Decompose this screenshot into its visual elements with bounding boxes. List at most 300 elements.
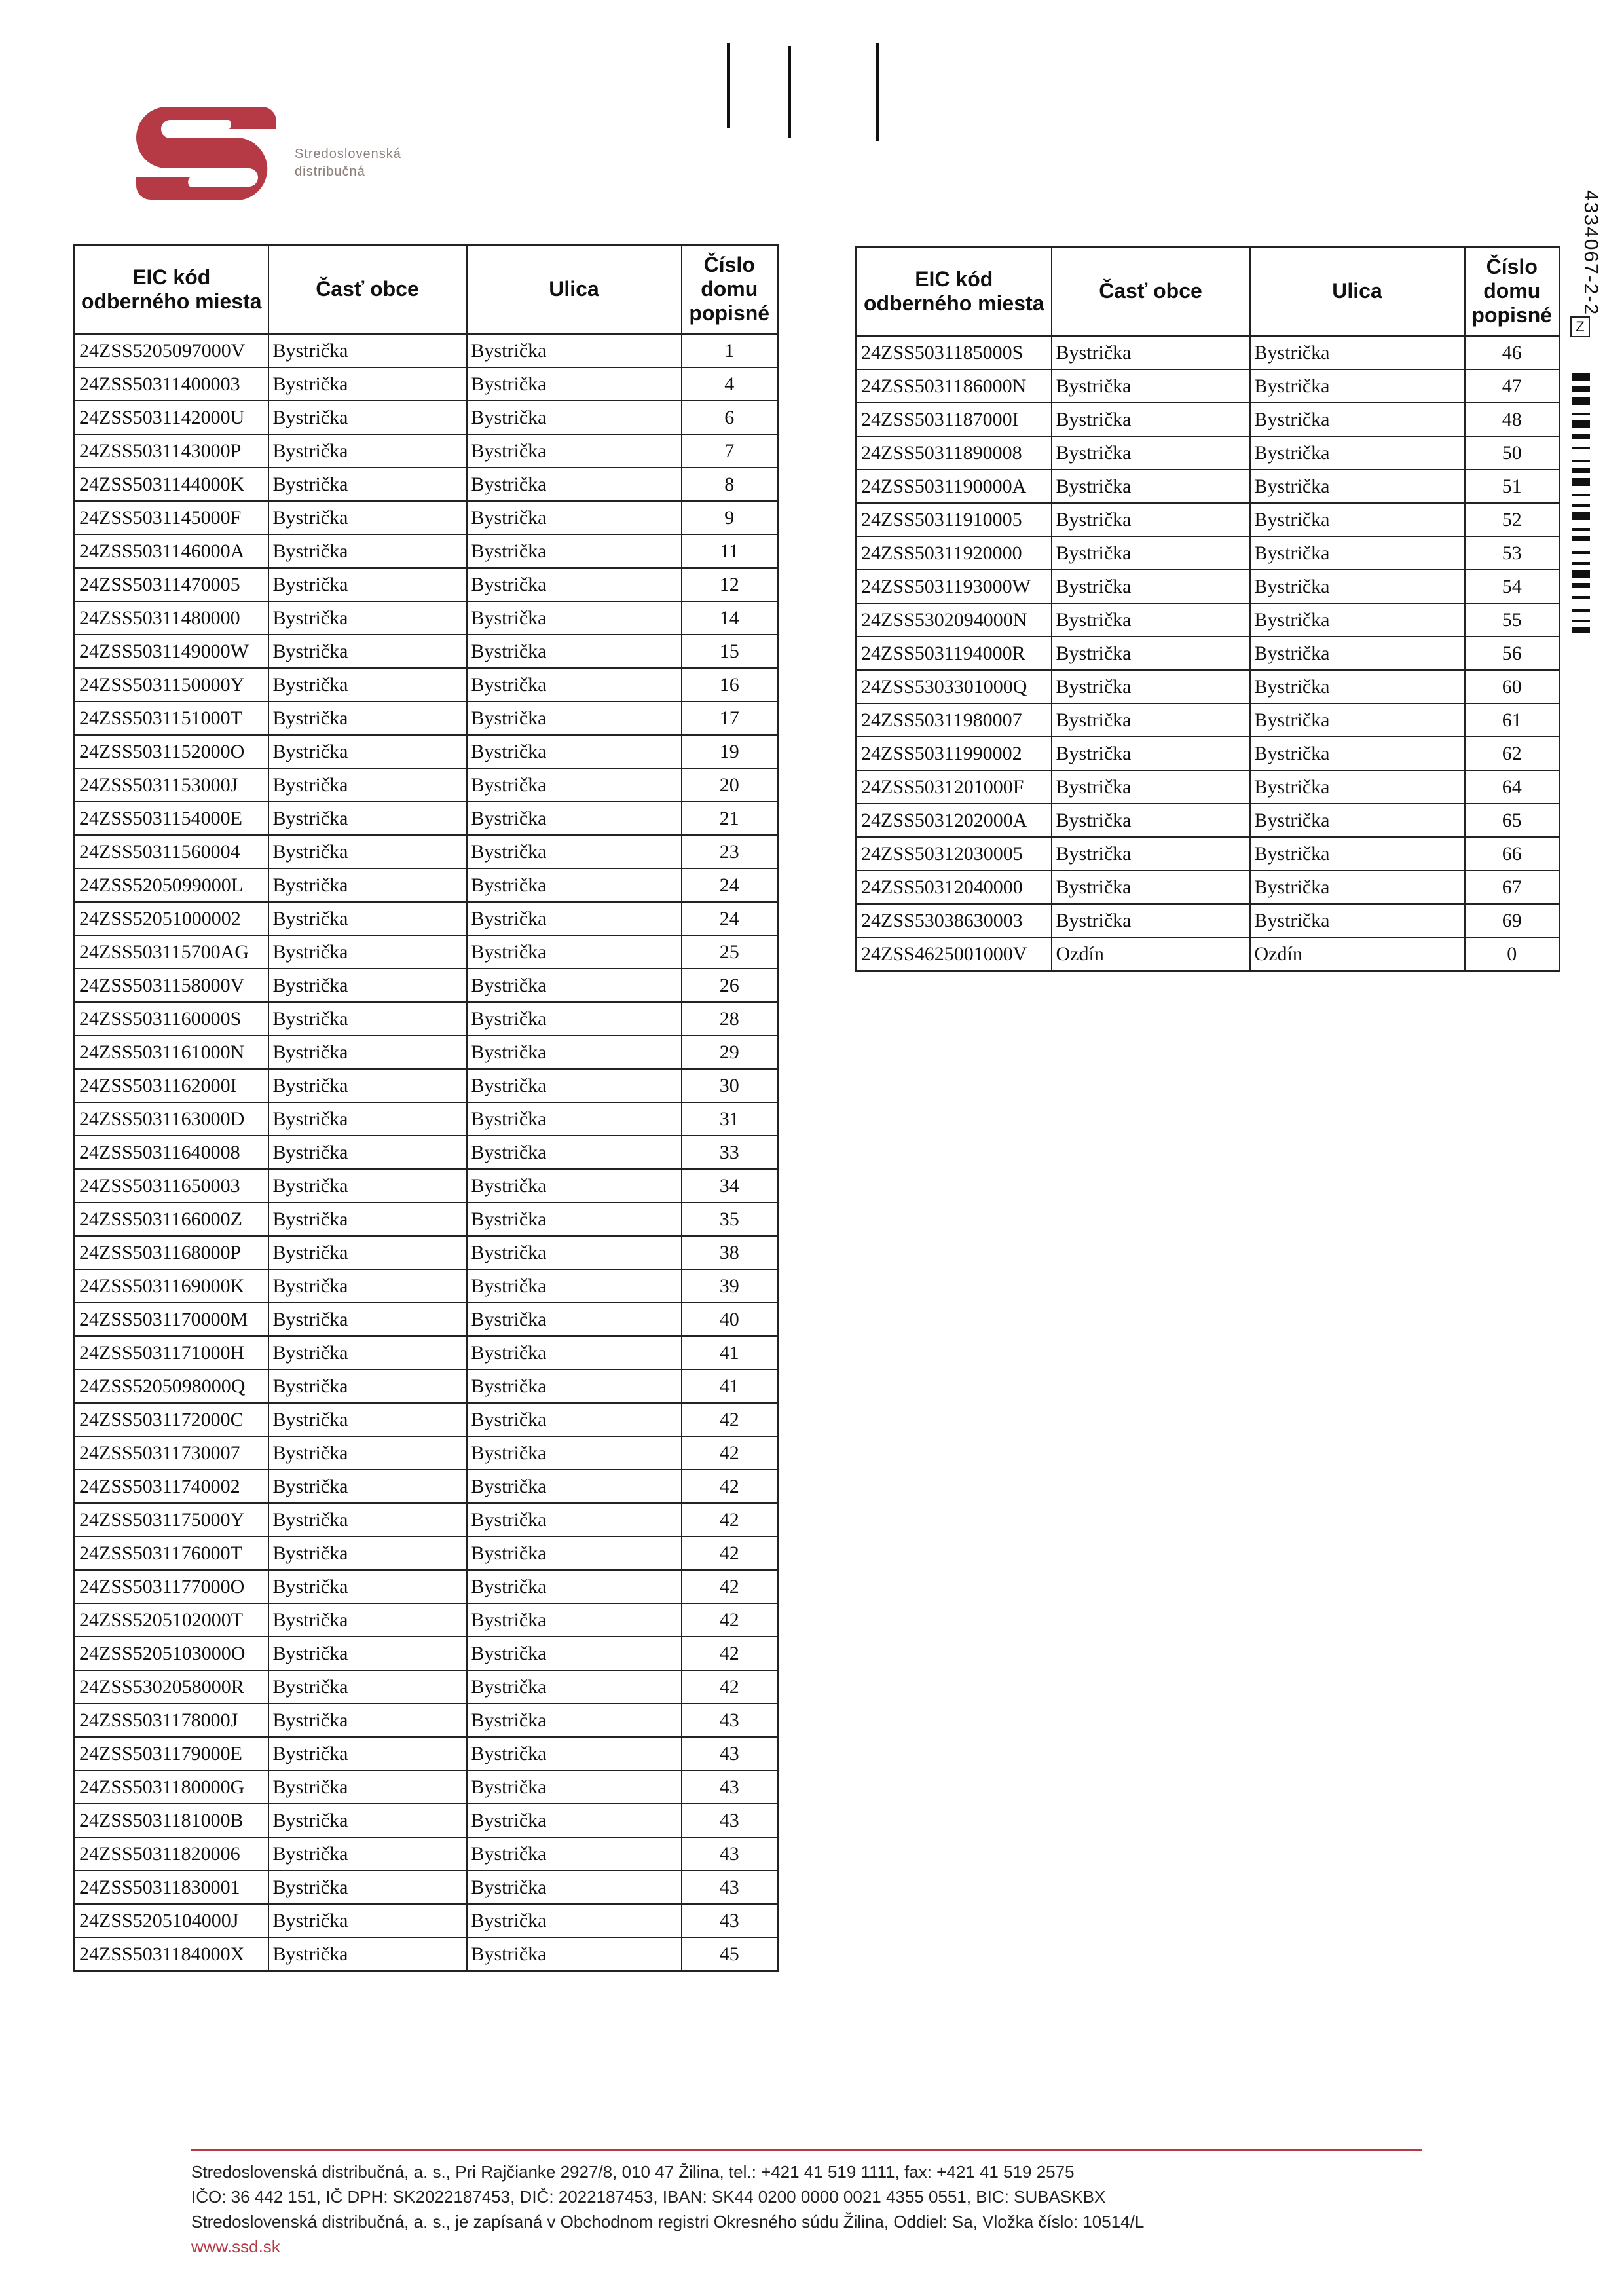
cell-eic: 24ZSS50311640008: [75, 1136, 268, 1169]
brand-line2: distribučná: [295, 164, 365, 179]
col-ulica-header: Ulica: [467, 245, 682, 334]
cell-eic: 24ZSS50311480000: [75, 601, 268, 635]
cell-ulica: Bystrička: [1250, 637, 1465, 670]
cell-cast-obce: Bystrička: [268, 1570, 467, 1603]
table-row: [857, 470, 1560, 503]
cell-ulica: Bystrička: [1250, 436, 1465, 470]
cell-cast-obce: Bystrička: [268, 334, 467, 367]
table-row: [857, 369, 1560, 403]
cell-cast-obce: Bystrička: [1052, 637, 1250, 670]
cell-eic: 24ZSS50312030005: [857, 837, 1052, 870]
cell-ulica: Bystrička: [467, 835, 682, 868]
cell-ulica: Bystrička: [467, 902, 682, 935]
cell-eic: 24ZSS5031178000J: [75, 1704, 268, 1737]
col-cislo-header: Číslo domu popisné: [682, 245, 778, 334]
cell-cast-obce: Bystrička: [268, 969, 467, 1002]
cell-cislo: 39: [682, 1269, 778, 1303]
cell-cislo: 42: [682, 1570, 778, 1603]
cell-eic: 24ZSS503115700AG: [75, 935, 268, 969]
footer: [191, 2159, 1144, 2259]
cell-ulica: Bystrička: [467, 1737, 682, 1770]
cell-eic: 24ZSS52051000002: [75, 902, 268, 935]
cell-cast-obce: Bystrička: [268, 1203, 467, 1236]
table-header-row: [857, 247, 1560, 336]
cell-eic: 24ZSS5031145000F: [75, 501, 268, 534]
cell-ulica: Bystrička: [467, 1303, 682, 1336]
cell-ulica: Bystrička: [467, 1370, 682, 1403]
cell-cislo: 0: [1465, 937, 1560, 971]
cell-eic: 24ZSS5031179000E: [75, 1737, 268, 1770]
cell-cislo: 24: [682, 902, 778, 935]
cell-eic: 24ZSS5031190000A: [857, 470, 1052, 503]
cell-cast-obce: Bystrička: [1052, 804, 1250, 837]
cell-eic: 24ZSS5031201000F: [857, 770, 1052, 804]
cell-cislo: 40: [682, 1303, 778, 1336]
cell-cast-obce: Bystrička: [268, 501, 467, 534]
cell-cislo: 42: [682, 1637, 778, 1670]
cell-eic: 24ZSS5302094000N: [857, 603, 1052, 637]
footer-divider: [191, 2149, 1422, 2151]
cell-cislo: 24: [682, 868, 778, 902]
cell-cislo: 38: [682, 1236, 778, 1269]
cell-cast-obce: Bystrička: [268, 1436, 467, 1470]
cell-cislo: 54: [1465, 570, 1560, 603]
cell-eic: 24ZSS50311740002: [75, 1470, 268, 1503]
table-row: [75, 1704, 778, 1737]
cell-cast-obce: Bystrička: [268, 1503, 467, 1537]
table-row: [857, 837, 1560, 870]
col-ulica-header: Ulica: [1250, 247, 1465, 336]
cell-cast-obce: Bystrička: [268, 1236, 467, 1269]
cell-eic: 24ZSS5031162000I: [75, 1069, 268, 1102]
cell-eic: 24ZSS50311730007: [75, 1436, 268, 1470]
cell-cast-obce: Bystrička: [268, 534, 467, 568]
table-row: [75, 1036, 778, 1069]
table-row: [75, 468, 778, 501]
cell-ulica: Bystrička: [1250, 369, 1465, 403]
table-row: [75, 969, 778, 1002]
cell-cislo: 23: [682, 835, 778, 868]
table-row: [75, 768, 778, 802]
cell-cast-obce: Bystrička: [1052, 603, 1250, 637]
cell-eic: 24ZSS50311890008: [857, 436, 1052, 470]
cell-ulica: Bystrička: [467, 1236, 682, 1269]
table-row: [75, 1269, 778, 1303]
cell-cislo: 43: [682, 1704, 778, 1737]
cell-cast-obce: Bystrička: [1052, 904, 1250, 937]
cell-ulica: Bystrička: [467, 601, 682, 635]
cell-cislo: 51: [1465, 470, 1560, 503]
cell-cislo: 60: [1465, 670, 1560, 703]
cell-cislo: 43: [682, 1737, 778, 1770]
table-row: [75, 1370, 778, 1403]
cell-cast-obce: Bystrička: [268, 1937, 467, 1971]
cell-ulica: Bystrička: [467, 735, 682, 768]
cell-ulica: Bystrička: [467, 1637, 682, 1670]
cell-ulica: Bystrička: [1250, 703, 1465, 737]
cell-eic: 24ZSS5031171000H: [75, 1336, 268, 1370]
cell-cislo: 41: [682, 1336, 778, 1370]
table-row: [75, 1436, 778, 1470]
ssd-logo-icon: [131, 102, 288, 200]
cell-ulica: Bystrička: [467, 1837, 682, 1871]
cell-cislo: 42: [682, 1670, 778, 1704]
cell-cislo: 29: [682, 1036, 778, 1069]
col-cast-obce-header: Časť obce: [1052, 247, 1250, 336]
cell-eic: 24ZSS5031186000N: [857, 369, 1052, 403]
table-row: [75, 1169, 778, 1203]
cell-cast-obce: Bystrička: [268, 1904, 467, 1937]
document-code: 4334067-2-2: [1580, 190, 1602, 316]
cell-cislo: 42: [682, 1470, 778, 1503]
cell-cislo: 43: [682, 1804, 778, 1837]
cell-cast-obce: Bystrička: [1052, 369, 1250, 403]
cell-cast-obce: Bystrička: [268, 935, 467, 969]
cell-cast-obce: Bystrička: [268, 768, 467, 802]
cell-cast-obce: Bystrička: [268, 1102, 467, 1136]
cell-cast-obce: Bystrička: [268, 1804, 467, 1837]
cell-cast-obce: Ozdín: [1052, 937, 1250, 971]
cell-cast-obce: Bystrička: [268, 401, 467, 434]
cell-ulica: Bystrička: [467, 668, 682, 701]
cell-cislo: 8: [682, 468, 778, 501]
footer-registration-ids: IČO: 36 442 151, IČ DPH: SK2022187453, DIČ: 2022187453, IBAN: SK44 0200 0000 0021 4355 0551, BIC: SUBASKBX: [191, 2187, 1106, 2207]
cell-eic: 24ZSS50311830001: [75, 1871, 268, 1904]
cell-cislo: 67: [1465, 870, 1560, 904]
table-row: [75, 1737, 778, 1770]
cell-cislo: 45: [682, 1937, 778, 1971]
table-row: [75, 935, 778, 969]
cell-cislo: 34: [682, 1169, 778, 1203]
cell-cast-obce: Bystrička: [1052, 770, 1250, 804]
cell-eic: 24ZSS5031172000C: [75, 1403, 268, 1436]
cell-cislo: 31: [682, 1102, 778, 1136]
cell-eic: 24ZSS5031158000V: [75, 969, 268, 1002]
cell-eic: 24ZSS50312040000: [857, 870, 1052, 904]
cell-eic: 24ZSS50311470005: [75, 568, 268, 601]
cell-eic: 24ZSS5031152000O: [75, 735, 268, 768]
cell-cast-obce: Bystrička: [268, 1603, 467, 1637]
eic-table-right: [855, 246, 1560, 972]
table-body-left: [75, 334, 778, 1971]
table-row: [75, 1904, 778, 1937]
table-row: [857, 904, 1560, 937]
cell-ulica: Bystrička: [467, 1403, 682, 1436]
table-row: [75, 434, 778, 468]
cell-ulica: Bystrička: [1250, 770, 1465, 804]
cell-cislo: 47: [1465, 369, 1560, 403]
table-row: [75, 1804, 778, 1837]
table-row: [75, 1871, 778, 1904]
cell-cast-obce: Bystrička: [268, 1136, 467, 1169]
cell-cislo: 28: [682, 1002, 778, 1036]
cell-cast-obce: Bystrička: [268, 635, 467, 668]
cell-cislo: 30: [682, 1069, 778, 1102]
table-row: [75, 1102, 778, 1136]
cell-cislo: 33: [682, 1136, 778, 1169]
table-row: [857, 403, 1560, 436]
cell-ulica: Bystrička: [1250, 470, 1465, 503]
cell-ulica: Bystrička: [467, 534, 682, 568]
col-eic-header: EIC kód odberného miesta: [857, 247, 1052, 336]
table-row: [75, 1837, 778, 1871]
cell-cast-obce: Bystrička: [268, 468, 467, 501]
cell-ulica: Bystrička: [467, 768, 682, 802]
cell-cislo: 62: [1465, 737, 1560, 770]
cell-eic: 24ZSS5031151000T: [75, 701, 268, 735]
cell-ulica: Bystrička: [467, 367, 682, 401]
table-row: [75, 334, 778, 367]
cell-ulica: Bystrička: [1250, 870, 1465, 904]
table-row: [75, 501, 778, 534]
cell-eic: 24ZSS50311400003: [75, 367, 268, 401]
cell-eic: 24ZSS5031168000P: [75, 1236, 268, 1269]
cell-cast-obce: Bystrička: [1052, 436, 1250, 470]
cell-eic: 24ZSS50311820006: [75, 1837, 268, 1871]
cell-eic: 24ZSS5031184000X: [75, 1937, 268, 1971]
cell-eic: 24ZSS5031175000Y: [75, 1503, 268, 1537]
table-row: [75, 1503, 778, 1537]
cell-cast-obce: Bystrička: [268, 835, 467, 868]
footer-website-link[interactable]: www.ssd.sk: [191, 2237, 280, 2256]
table-row: [75, 835, 778, 868]
cell-cislo: 7: [682, 434, 778, 468]
cell-ulica: Bystrička: [467, 701, 682, 735]
cell-ulica: Bystrička: [467, 568, 682, 601]
cell-eic: 24ZSS5031144000K: [75, 468, 268, 501]
table-row: [75, 668, 778, 701]
footer-register-note: Stredoslovenská distribučná, a. s., je zapísaná v Obchodnom registri Okresného súdu Žilina, Oddiel: Sa, Vložka číslo: 10514/L: [191, 2212, 1145, 2231]
table-header-row: [75, 245, 778, 334]
cell-cislo: 12: [682, 568, 778, 601]
cell-cislo: 25: [682, 935, 778, 969]
cell-ulica: Bystrička: [467, 1704, 682, 1737]
cell-cislo: 65: [1465, 804, 1560, 837]
cell-cislo: 43: [682, 1837, 778, 1871]
cell-cast-obce: Bystrička: [1052, 870, 1250, 904]
table-row: [857, 870, 1560, 904]
cell-eic: 24ZSS5031194000R: [857, 637, 1052, 670]
cell-eic: 24ZSS5303301000Q: [857, 670, 1052, 703]
cell-ulica: Bystrička: [467, 1002, 682, 1036]
cell-eic: 24ZSS5031202000A: [857, 804, 1052, 837]
cell-cast-obce: Bystrička: [268, 668, 467, 701]
cell-eic: 24ZSS5031176000T: [75, 1537, 268, 1570]
cell-ulica: Ozdín: [1250, 937, 1465, 971]
brand-name: [295, 145, 401, 181]
z-mark: Z: [1570, 316, 1590, 337]
cell-eic: 24ZSS5031181000B: [75, 1804, 268, 1837]
cell-eic: 24ZSS5031193000W: [857, 570, 1052, 603]
cell-cast-obce: Bystrička: [268, 1303, 467, 1336]
cell-cast-obce: Bystrička: [268, 735, 467, 768]
cell-ulica: Bystrička: [467, 868, 682, 902]
company-logo: [131, 102, 288, 200]
cell-cislo: 42: [682, 1436, 778, 1470]
cell-cislo: 61: [1465, 703, 1560, 737]
cell-ulica: Bystrička: [467, 1503, 682, 1537]
cell-eic: 24ZSS4625001000V: [857, 937, 1052, 971]
table-row: [75, 1002, 778, 1036]
cell-ulica: Bystrička: [467, 1203, 682, 1236]
cell-cast-obce: Bystrička: [268, 568, 467, 601]
cell-cislo: 56: [1465, 637, 1560, 670]
cell-cislo: 50: [1465, 436, 1560, 470]
cell-cislo: 11: [682, 534, 778, 568]
cell-cislo: 15: [682, 635, 778, 668]
table-row: [75, 1236, 778, 1269]
cell-cislo: 17: [682, 701, 778, 735]
cell-eic: 24ZSS53038630003: [857, 904, 1052, 937]
cell-cast-obce: Bystrička: [268, 1537, 467, 1570]
table-row: [75, 1136, 778, 1169]
table-row: [857, 804, 1560, 837]
cell-cislo: 64: [1465, 770, 1560, 804]
cell-cislo: 69: [1465, 904, 1560, 937]
barcode-icon: [1572, 373, 1590, 681]
cell-cislo: 41: [682, 1370, 778, 1403]
cell-ulica: Bystrička: [467, 935, 682, 969]
cell-cislo: 53: [1465, 536, 1560, 570]
cell-cast-obce: Bystrička: [268, 434, 467, 468]
cell-eic: 24ZSS50311650003: [75, 1169, 268, 1203]
cell-cislo: 14: [682, 601, 778, 635]
eic-table-left: [73, 244, 779, 1972]
cell-cislo: 21: [682, 802, 778, 835]
table-row: [75, 1670, 778, 1704]
cell-ulica: Bystrička: [467, 1770, 682, 1804]
cell-cislo: 42: [682, 1603, 778, 1637]
col-cislo-header: Číslo domu popisné: [1465, 247, 1560, 336]
table-row: [75, 1336, 778, 1370]
cell-cast-obce: Bystrička: [1052, 737, 1250, 770]
cell-ulica: Bystrička: [1250, 737, 1465, 770]
cell-eic: 24ZSS5031160000S: [75, 1002, 268, 1036]
cell-eic: 24ZSS5031142000U: [75, 401, 268, 434]
cell-cislo: 26: [682, 969, 778, 1002]
cell-cast-obce: Bystrička: [1052, 503, 1250, 536]
cell-cast-obce: Bystrička: [1052, 837, 1250, 870]
table-row: [75, 735, 778, 768]
col-eic-header: EIC kód odberného miesta: [75, 245, 268, 334]
table-row: [75, 1637, 778, 1670]
cell-cast-obce: Bystrička: [268, 701, 467, 735]
cell-cast-obce: Bystrička: [1052, 403, 1250, 436]
cell-cast-obce: Bystrička: [268, 1036, 467, 1069]
cell-ulica: Bystrička: [1250, 503, 1465, 536]
cell-cast-obce: Bystrička: [268, 1470, 467, 1503]
table-row: [75, 902, 778, 935]
table-row: [75, 1537, 778, 1570]
table-row: [857, 637, 1560, 670]
table-row: [75, 1303, 778, 1336]
table-row: [857, 436, 1560, 470]
table-row: [75, 401, 778, 434]
table-row: [857, 703, 1560, 737]
cell-cast-obce: Bystrička: [268, 1002, 467, 1036]
table-row: [857, 336, 1560, 369]
cell-cislo: 46: [1465, 336, 1560, 369]
cell-cast-obce: Bystrička: [268, 1637, 467, 1670]
col-cast-obce-header: Časť obce: [268, 245, 467, 334]
cell-cast-obce: Bystrička: [268, 868, 467, 902]
cell-ulica: Bystrička: [467, 1036, 682, 1069]
cell-ulica: Bystrička: [467, 969, 682, 1002]
table-row: [75, 1069, 778, 1102]
cell-eic: 24ZSS5205099000L: [75, 868, 268, 902]
cell-eic: 24ZSS5031149000W: [75, 635, 268, 668]
table-row: [75, 367, 778, 401]
cell-ulica: Bystrička: [1250, 570, 1465, 603]
cell-cislo: 19: [682, 735, 778, 768]
cell-cast-obce: Bystrička: [1052, 536, 1250, 570]
cell-cast-obce: Bystrička: [268, 1336, 467, 1370]
cell-cast-obce: Bystrička: [268, 1770, 467, 1804]
cell-ulica: Bystrička: [467, 1336, 682, 1370]
cell-cislo: 43: [682, 1904, 778, 1937]
cell-cast-obce: Bystrička: [268, 601, 467, 635]
cell-ulica: Bystrička: [467, 334, 682, 367]
table-row: [857, 770, 1560, 804]
cell-eic: 24ZSS5205104000J: [75, 1904, 268, 1937]
cell-eic: 24ZSS50311920000: [857, 536, 1052, 570]
table-row: [75, 568, 778, 601]
cell-eic: 24ZSS5031170000M: [75, 1303, 268, 1336]
cell-ulica: Bystrička: [467, 1169, 682, 1203]
table-row: [857, 536, 1560, 570]
cell-eic: 24ZSS5031187000I: [857, 403, 1052, 436]
cell-cast-obce: Bystrička: [268, 1069, 467, 1102]
cell-eic: 24ZSS50311560004: [75, 835, 268, 868]
table-row: [857, 937, 1560, 971]
cell-ulica: Bystrička: [1250, 804, 1465, 837]
table-row: [75, 534, 778, 568]
cell-cast-obce: Bystrička: [268, 1269, 467, 1303]
table-row: [857, 503, 1560, 536]
table-row: [857, 570, 1560, 603]
cell-ulica: Bystrička: [1250, 536, 1465, 570]
cell-eic: 24ZSS5031146000A: [75, 534, 268, 568]
cell-ulica: Bystrička: [1250, 670, 1465, 703]
table-row: [857, 670, 1560, 703]
cell-ulica: Bystrička: [1250, 904, 1465, 937]
cell-cast-obce: Bystrička: [268, 1737, 467, 1770]
table-row: [75, 1937, 778, 1971]
table-row: [75, 868, 778, 902]
cell-cislo: 16: [682, 668, 778, 701]
cell-cislo: 42: [682, 1403, 778, 1436]
cell-cast-obce: Bystrička: [268, 1670, 467, 1704]
cell-ulica: Bystrička: [467, 434, 682, 468]
cell-cislo: 42: [682, 1503, 778, 1537]
cell-eic: 24ZSS5302058000R: [75, 1670, 268, 1704]
table-body-right: [857, 336, 1560, 971]
table-row: [857, 737, 1560, 770]
table-row: [75, 1470, 778, 1503]
cell-cast-obce: Bystrička: [268, 1370, 467, 1403]
cell-ulica: Bystrička: [467, 1570, 682, 1603]
cell-eic: 24ZSS5205097000V: [75, 334, 268, 367]
cell-ulica: Bystrička: [467, 1804, 682, 1837]
scan-marks: [724, 43, 887, 141]
cell-ulica: Bystrička: [467, 468, 682, 501]
table-row: [75, 601, 778, 635]
cell-cast-obce: Bystrička: [268, 367, 467, 401]
table-row: [75, 802, 778, 835]
cell-ulica: Bystrička: [467, 1904, 682, 1937]
cell-eic: 24ZSS50311980007: [857, 703, 1052, 737]
cell-cast-obce: Bystrička: [1052, 336, 1250, 369]
